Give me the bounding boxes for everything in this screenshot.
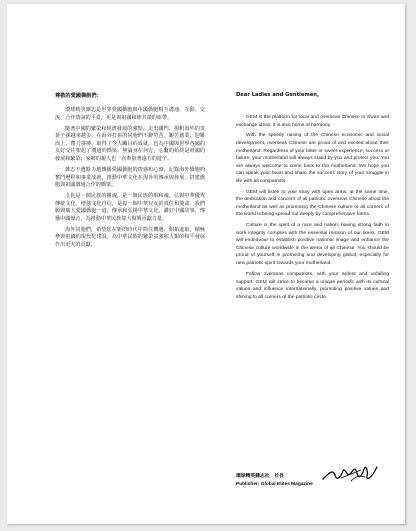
chinese-paragraph-4: 文化是一個民族的靈魂，是一個民族的根和魂。弘揚中華優秀傳統文化，增強文化自信，是每一個中華兒女的責任和使命。我們願與廣大愛國僑胞一道，傳承和弘揚中華文化，講好中國故事，傳播中國聲音，為推動中華民族偉大復興貢獻力量。: [55, 193, 205, 222]
publisher-english: Publisher: Global Elites Magazine: [236, 481, 313, 487]
publisher-chinese: 環球精英雜志社 社長: [236, 473, 284, 479]
chinese-letter-body: [55, 107, 205, 253]
chinese-paragraph-5: 海外同胞們，希望您在新的時代中抓住機遇、開拓進取，積極參與祖國的現代化建設，為中華民族的繁榮富強和人類的和平發展作出更大的貢獻。: [55, 226, 205, 249]
english-paragraph-4: Culture is the spirit of a race and nation; having strong faith to work integrity complies with the essential mission of our times. GEM will endeavour to establish positive national image and enhance the Chinese culture worldwide in the arena of all Chinese. You should be proud of yourself in promoting and developing global, especially for new patriotic spirit towards your motherland.: [236, 223, 389, 267]
chinese-paragraph-3: 雜志不遺餘力地傳播愛國僑胞的情感和心聲，記錄海外僑胞的奮鬥歷程和事業成就，推動中華文化在海外的傳承與發展，搭建僑胞與祖國溝通合作的橋梁。: [55, 166, 205, 189]
english-paragraph-1: GEM is the platform for local and overseas Chinese to share and exchange ideas, it is also home of harmony.: [236, 115, 389, 128]
english-greeting: Dear Ladies and Gentlemen,: [236, 92, 319, 98]
english-paragraph-5: Fellow overseas compatriots, with your ardent and unfailing support, GEM will strive to become a unique periodic with its cultural values and influence internationally, promoting positive values and shining to all corners of the patriotic circle.: [236, 271, 389, 300]
chinese-paragraph-2: 隨著中國的繁榮和經濟發展的強勁，走出國門、揚帆海外的炎黃子孫越來越多，在海外打拼的同胞們不辭勞苦、艱苦創業、迎難而上、奮力拼搏，取得了令人矚目的成就，也為中國與世界各國的友好交往架起了溝通的橋梁。無論身在何方，心繫的始終是祖國的發展和繁榮；家鄉的親人也一直牽掛著遠方的遊子。: [55, 125, 205, 162]
english-paragraph-2: With the speedy raising of the Chinese economic and social development, overseas Chinese are proud of and excited about their motherland. Regardless of your bitter or sweet experience, success or failure, your motherland will always stand by you and protect you. You are always welcome to come back to the motherland. We hope you can speak your heart and share the success story of your struggle in life with all compatriots.: [236, 133, 389, 184]
chinese-paragraph-1: 環球精英雜志是世界愛國僑胞與中國僑胞相互溝通、互動、交流、合作情誼的平臺，更是與祖國和睦共榮的紐帶。: [55, 107, 205, 121]
publisher-signature-block: [236, 473, 396, 488]
english-paragraph-3: GEM will listen to your story with open arms; at the same time, the dedication and concern of all patriotic overseas Chinese about the motherland as well as promoting the Chinese culture to all corners of the world is being spread out deeply by comprehensive forms.: [236, 189, 389, 218]
letter-page: [7, 4, 405, 524]
chinese-greeting: 尊敬的愛國僑胞們：: [55, 93, 102, 99]
english-letter-body: [236, 114, 389, 305]
